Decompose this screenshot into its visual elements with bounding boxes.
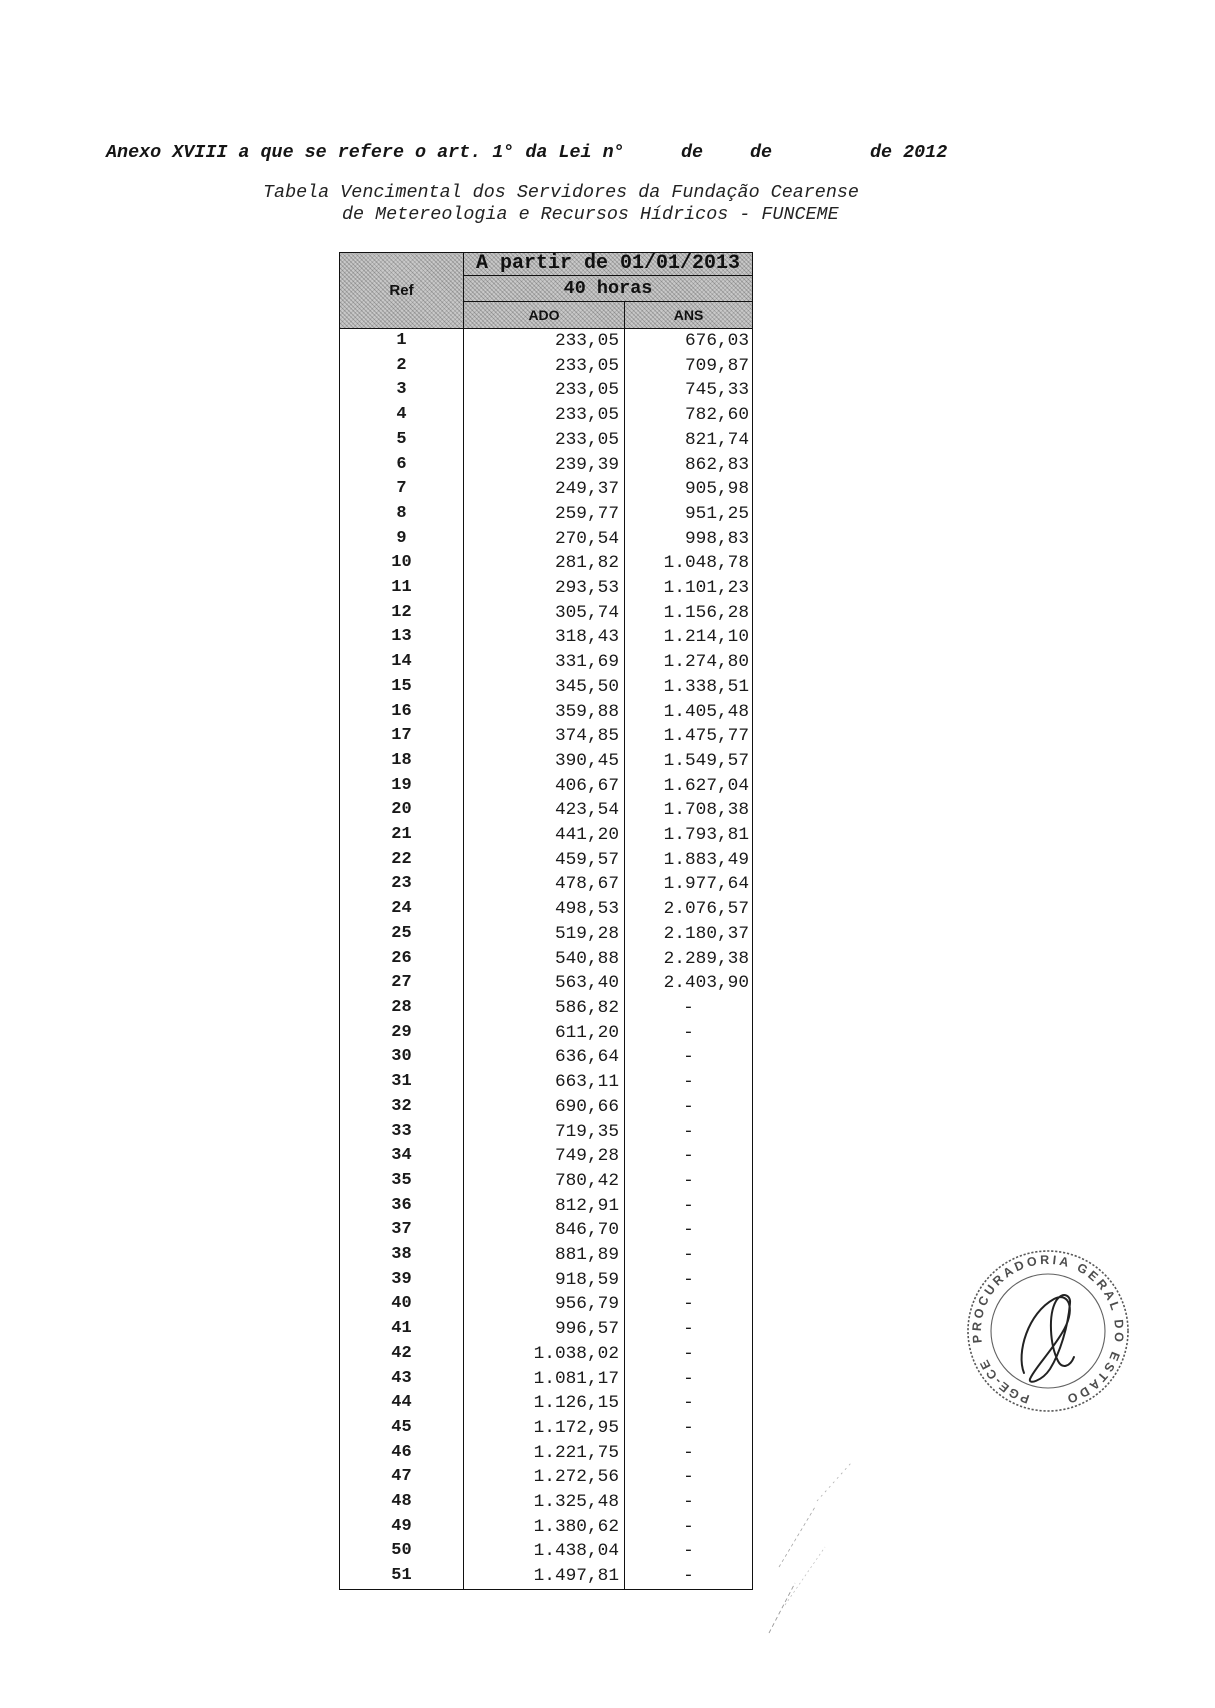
ref-cell: 33 bbox=[340, 1120, 464, 1145]
ado-cell: 345,50 bbox=[464, 675, 625, 700]
ans-cell: - bbox=[625, 1095, 753, 1120]
ref-cell: 42 bbox=[340, 1342, 464, 1367]
ref-cell: 27 bbox=[340, 971, 464, 996]
ado-cell: 233,05 bbox=[464, 403, 625, 428]
ado-cell: 611,20 bbox=[464, 1021, 625, 1046]
ans-cell: 1.274,80 bbox=[625, 650, 753, 675]
ans-cell: 1.475,77 bbox=[625, 724, 753, 749]
ado-cell: 586,82 bbox=[464, 996, 625, 1021]
ans-cell: 1.793,81 bbox=[625, 823, 753, 848]
table-row bbox=[340, 872, 753, 897]
ans-cell: - bbox=[625, 1342, 753, 1367]
ref-cell: 43 bbox=[340, 1367, 464, 1392]
ans-cell: - bbox=[625, 1144, 753, 1169]
ans-cell: 709,87 bbox=[625, 354, 753, 379]
table-row bbox=[340, 922, 753, 947]
table-row bbox=[340, 527, 753, 552]
ref-cell: 21 bbox=[340, 823, 464, 848]
ado-cell: 281,82 bbox=[464, 551, 625, 576]
ado-cell: 563,40 bbox=[464, 971, 625, 996]
ans-cell: - bbox=[625, 1441, 753, 1466]
ref-cell: 31 bbox=[340, 1070, 464, 1095]
period-header: A partir de 01/01/2013 bbox=[464, 253, 753, 276]
ado-cell: 423,54 bbox=[464, 798, 625, 823]
pen-stroke-mark bbox=[817, 1463, 851, 1501]
ado-cell: 331,69 bbox=[464, 650, 625, 675]
ado-cell: 478,67 bbox=[464, 872, 625, 897]
ref-cell: 39 bbox=[340, 1268, 464, 1293]
table-row bbox=[340, 428, 753, 453]
ans-cell: 1.048,78 bbox=[625, 551, 753, 576]
ref-cell: 50 bbox=[340, 1539, 464, 1564]
table-row bbox=[340, 1465, 753, 1490]
signature bbox=[1022, 1295, 1074, 1382]
ans-cell: - bbox=[625, 1194, 753, 1219]
ado-cell: 780,42 bbox=[464, 1169, 625, 1194]
table-row bbox=[340, 1218, 753, 1243]
ref-cell: 26 bbox=[340, 947, 464, 972]
ref-cell: 2 bbox=[340, 354, 464, 379]
ado-cell: 881,89 bbox=[464, 1243, 625, 1268]
ans-cell: 1.156,28 bbox=[625, 601, 753, 626]
ref-cell: 48 bbox=[340, 1490, 464, 1515]
ans-cell: - bbox=[625, 1465, 753, 1490]
ado-cell: 374,85 bbox=[464, 724, 625, 749]
table-row bbox=[340, 551, 753, 576]
ref-cell: 41 bbox=[340, 1317, 464, 1342]
table-row bbox=[340, 354, 753, 379]
ans-cell: 745,33 bbox=[625, 378, 753, 403]
table-row bbox=[340, 601, 753, 626]
annex-heading-de-day: de bbox=[681, 142, 704, 163]
ado-cell: 498,53 bbox=[464, 897, 625, 922]
header-row-period bbox=[340, 253, 753, 276]
table-row bbox=[340, 749, 753, 774]
pen-stroke-mark bbox=[769, 1583, 795, 1633]
ref-cell: 20 bbox=[340, 798, 464, 823]
table-title-line-1: Tabela Vencimental dos Servidores da Fundação Cearense bbox=[263, 182, 859, 203]
ref-cell: 37 bbox=[340, 1218, 464, 1243]
ado-cell: 1.126,15 bbox=[464, 1391, 625, 1416]
ado-cell: 1.380,62 bbox=[464, 1515, 625, 1540]
table-row bbox=[340, 848, 753, 873]
table-row bbox=[340, 798, 753, 823]
ado-cell: 1.172,95 bbox=[464, 1416, 625, 1441]
ado-cell: 239,39 bbox=[464, 453, 625, 478]
ref-cell: 36 bbox=[340, 1194, 464, 1219]
ans-cell: 998,83 bbox=[625, 527, 753, 552]
ans-cell: 2.289,38 bbox=[625, 947, 753, 972]
ref-cell: 40 bbox=[340, 1292, 464, 1317]
table-row bbox=[340, 1120, 753, 1145]
table-row bbox=[340, 1515, 753, 1540]
ado-cell: 846,70 bbox=[464, 1218, 625, 1243]
table-row bbox=[340, 1268, 753, 1293]
ref-cell: 9 bbox=[340, 527, 464, 552]
ans-cell: - bbox=[625, 1021, 753, 1046]
ado-cell: 406,67 bbox=[464, 774, 625, 799]
table-row bbox=[340, 1564, 753, 1589]
table-row bbox=[340, 650, 753, 675]
ref-cell: 46 bbox=[340, 1441, 464, 1466]
ans-cell: - bbox=[625, 1515, 753, 1540]
ref-cell: 23 bbox=[340, 872, 464, 897]
ref-cell: 51 bbox=[340, 1564, 464, 1589]
ado-cell: 1.325,48 bbox=[464, 1490, 625, 1515]
ans-cell: - bbox=[625, 1169, 753, 1194]
table-row bbox=[340, 823, 753, 848]
table-row bbox=[340, 1539, 753, 1564]
ado-cell: 540,88 bbox=[464, 947, 625, 972]
pen-stroke-mark bbox=[785, 1547, 825, 1605]
table-row bbox=[340, 1441, 753, 1466]
ans-cell: 1.101,23 bbox=[625, 576, 753, 601]
ado-cell: 1.221,75 bbox=[464, 1441, 625, 1466]
ans-cell: - bbox=[625, 1070, 753, 1095]
ans-cell: - bbox=[625, 1367, 753, 1392]
ref-cell: 32 bbox=[340, 1095, 464, 1120]
ans-cell: - bbox=[625, 1391, 753, 1416]
ref-cell: 14 bbox=[340, 650, 464, 675]
table-row bbox=[340, 1045, 753, 1070]
ado-cell: 690,66 bbox=[464, 1095, 625, 1120]
ref-cell: 47 bbox=[340, 1465, 464, 1490]
table-row bbox=[340, 1342, 753, 1367]
ado-cell: 636,64 bbox=[464, 1045, 625, 1070]
ans-cell: 782,60 bbox=[625, 403, 753, 428]
ans-cell: - bbox=[625, 1045, 753, 1070]
ref-cell: 28 bbox=[340, 996, 464, 1021]
ref-cell: 6 bbox=[340, 453, 464, 478]
ref-cell: 12 bbox=[340, 601, 464, 626]
ado-cell: 259,77 bbox=[464, 502, 625, 527]
ref-cell: 19 bbox=[340, 774, 464, 799]
ado-cell: 233,05 bbox=[464, 378, 625, 403]
ref-cell: 35 bbox=[340, 1169, 464, 1194]
ans-cell: 1.977,64 bbox=[625, 872, 753, 897]
ref-cell: 10 bbox=[340, 551, 464, 576]
table-row bbox=[340, 1144, 753, 1169]
ado-cell: 663,11 bbox=[464, 1070, 625, 1095]
table-row bbox=[340, 897, 753, 922]
ado-cell: 390,45 bbox=[464, 749, 625, 774]
ado-cell: 812,91 bbox=[464, 1194, 625, 1219]
table-row bbox=[340, 477, 753, 502]
pen-mark bbox=[755, 1455, 865, 1640]
ans-cell: - bbox=[625, 1416, 753, 1441]
official-stamp bbox=[958, 1241, 1138, 1421]
table-row bbox=[340, 1194, 753, 1219]
table-row bbox=[340, 971, 753, 996]
ref-cell: 4 bbox=[340, 403, 464, 428]
ref-cell: 8 bbox=[340, 502, 464, 527]
table-row bbox=[340, 1292, 753, 1317]
table-row bbox=[340, 1021, 753, 1046]
table-row bbox=[340, 774, 753, 799]
ans-cell: 1.214,10 bbox=[625, 625, 753, 650]
ref-cell: 16 bbox=[340, 700, 464, 725]
ado-cell: 1.438,04 bbox=[464, 1539, 625, 1564]
pen-stroke-mark bbox=[779, 1507, 815, 1567]
ans-cell: 905,98 bbox=[625, 477, 753, 502]
table-row bbox=[340, 1416, 753, 1441]
ans-cell: 1.338,51 bbox=[625, 675, 753, 700]
table-row bbox=[340, 1317, 753, 1342]
ans-cell: 2.180,37 bbox=[625, 922, 753, 947]
ref-cell: 3 bbox=[340, 378, 464, 403]
ans-column-header: ANS bbox=[625, 302, 753, 329]
table-row bbox=[340, 700, 753, 725]
ans-cell: 862,83 bbox=[625, 453, 753, 478]
ado-cell: 719,35 bbox=[464, 1120, 625, 1145]
table-row bbox=[340, 1095, 753, 1120]
ado-cell: 1.497,81 bbox=[464, 1564, 625, 1589]
ref-cell: 49 bbox=[340, 1515, 464, 1540]
ado-cell: 459,57 bbox=[464, 848, 625, 873]
table-row bbox=[340, 1490, 753, 1515]
ado-cell: 1.038,02 bbox=[464, 1342, 625, 1367]
annex-heading-de-month: de bbox=[750, 142, 773, 163]
table-header bbox=[340, 253, 753, 329]
stamp-abbrev-text-path: PGE-CE bbox=[976, 1355, 1032, 1407]
ado-cell: 318,43 bbox=[464, 625, 625, 650]
ado-column-header: ADO bbox=[464, 302, 625, 329]
stamp-outer-ring bbox=[968, 1251, 1128, 1411]
table-row bbox=[340, 403, 753, 428]
table-title-line-2: de Metereologia e Recursos Hídricos - FUNCEME bbox=[342, 204, 839, 225]
ans-cell: - bbox=[625, 1292, 753, 1317]
ref-cell: 5 bbox=[340, 428, 464, 453]
ref-cell: 7 bbox=[340, 477, 464, 502]
ref-column-header: Ref bbox=[340, 253, 464, 329]
ref-cell: 25 bbox=[340, 922, 464, 947]
table-row bbox=[340, 1391, 753, 1416]
table-row bbox=[340, 1367, 753, 1392]
ado-cell: 305,74 bbox=[464, 601, 625, 626]
ans-cell: 2.403,90 bbox=[625, 971, 753, 996]
table-row bbox=[340, 329, 753, 354]
table-row bbox=[340, 724, 753, 749]
ans-cell: - bbox=[625, 1268, 753, 1293]
table-row bbox=[340, 502, 753, 527]
annex-heading-year: de 2012 bbox=[870, 142, 948, 163]
ado-cell: 249,37 bbox=[464, 477, 625, 502]
ado-cell: 996,57 bbox=[464, 1317, 625, 1342]
ans-cell: 1.405,48 bbox=[625, 700, 753, 725]
ado-cell: 956,79 bbox=[464, 1292, 625, 1317]
table-row bbox=[340, 378, 753, 403]
ado-cell: 918,59 bbox=[464, 1268, 625, 1293]
ans-cell: - bbox=[625, 1218, 753, 1243]
ans-cell: 676,03 bbox=[625, 329, 753, 354]
ans-cell: 1.708,38 bbox=[625, 798, 753, 823]
ref-cell: 38 bbox=[340, 1243, 464, 1268]
ans-cell: - bbox=[625, 1120, 753, 1145]
ref-cell: 15 bbox=[340, 675, 464, 700]
ans-cell: 1.549,57 bbox=[625, 749, 753, 774]
salary-table bbox=[339, 252, 753, 1590]
table-row bbox=[340, 996, 753, 1021]
ref-cell: 29 bbox=[340, 1021, 464, 1046]
ref-cell: 11 bbox=[340, 576, 464, 601]
ans-cell: 951,25 bbox=[625, 502, 753, 527]
ref-cell: 22 bbox=[340, 848, 464, 873]
ref-cell: 13 bbox=[340, 625, 464, 650]
stamp-ring-text-path: PROCURADORIA GERAL DO ESTADO bbox=[969, 1252, 1127, 1407]
ans-cell: 1.627,04 bbox=[625, 774, 753, 799]
table-row bbox=[340, 947, 753, 972]
table-row bbox=[340, 453, 753, 478]
ado-cell: 749,28 bbox=[464, 1144, 625, 1169]
ado-cell: 519,28 bbox=[464, 922, 625, 947]
ans-cell: - bbox=[625, 1317, 753, 1342]
ado-cell: 1.081,17 bbox=[464, 1367, 625, 1392]
ans-cell: - bbox=[625, 996, 753, 1021]
table-row bbox=[340, 576, 753, 601]
ado-cell: 359,88 bbox=[464, 700, 625, 725]
annex-heading: Anexo XVIII a que se refere o art. 1° da Lei n° bbox=[106, 142, 625, 163]
table-row bbox=[340, 625, 753, 650]
table-body bbox=[340, 329, 753, 1590]
ref-cell: 34 bbox=[340, 1144, 464, 1169]
ans-cell: 2.076,57 bbox=[625, 897, 753, 922]
ans-cell: 821,74 bbox=[625, 428, 753, 453]
ado-cell: 233,05 bbox=[464, 354, 625, 379]
ado-cell: 270,54 bbox=[464, 527, 625, 552]
ado-cell: 293,53 bbox=[464, 576, 625, 601]
ans-cell: - bbox=[625, 1490, 753, 1515]
ado-cell: 233,05 bbox=[464, 428, 625, 453]
ado-cell: 1.272,56 bbox=[464, 1465, 625, 1490]
ref-cell: 18 bbox=[340, 749, 464, 774]
table-row bbox=[340, 675, 753, 700]
ado-cell: 441,20 bbox=[464, 823, 625, 848]
ref-cell: 45 bbox=[340, 1416, 464, 1441]
ans-cell: - bbox=[625, 1243, 753, 1268]
ref-cell: 24 bbox=[340, 897, 464, 922]
ans-cell: - bbox=[625, 1564, 753, 1589]
table-row bbox=[340, 1243, 753, 1268]
ref-cell: 30 bbox=[340, 1045, 464, 1070]
ans-cell: - bbox=[625, 1539, 753, 1564]
table-row bbox=[340, 1169, 753, 1194]
ref-cell: 1 bbox=[340, 329, 464, 354]
hours-header: 40 horas bbox=[464, 276, 753, 302]
ado-cell: 233,05 bbox=[464, 329, 625, 354]
ans-cell: 1.883,49 bbox=[625, 848, 753, 873]
ref-cell: 44 bbox=[340, 1391, 464, 1416]
table-row bbox=[340, 1070, 753, 1095]
ref-cell: 17 bbox=[340, 724, 464, 749]
